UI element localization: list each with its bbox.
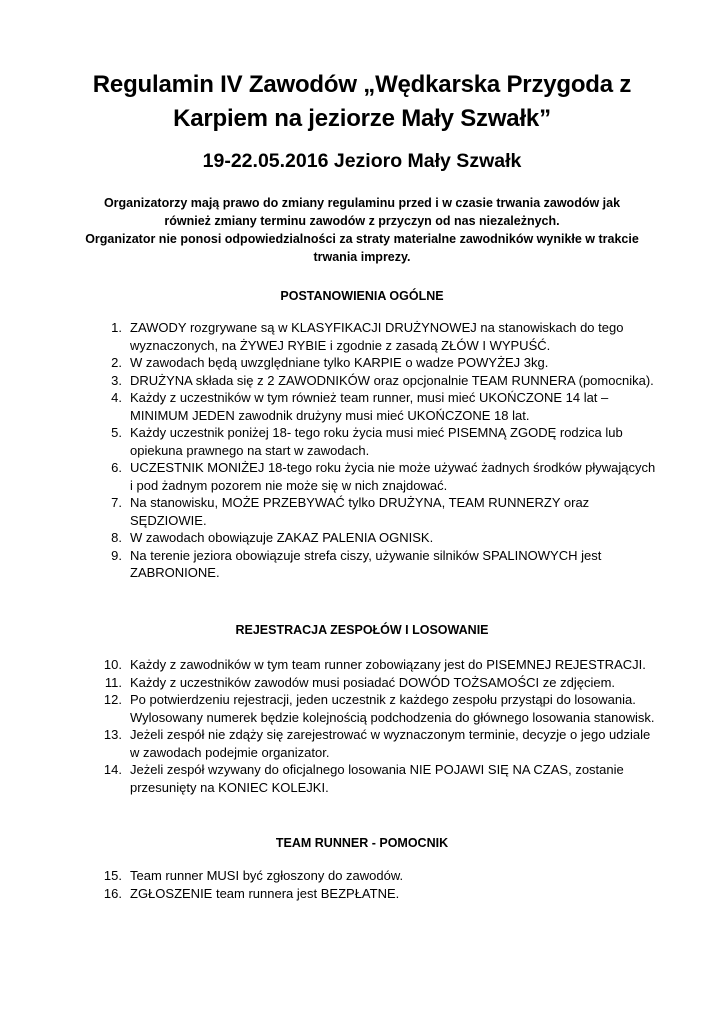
list-item xyxy=(0,319,660,354)
rule-text: Każdy z uczestników w tym również team runner, musi mieć UKOŃCZONE 14 lat – MINIMUM JEDEN zawodnik drużyny musi mieć UKOŃCZONE 18 lat. xyxy=(130,390,609,423)
rule-text: W zawodach obowiązuje ZAKAZ PALENIA OGNISK. xyxy=(130,530,434,545)
list-item xyxy=(0,656,660,674)
rule-number: 1. xyxy=(111,320,122,335)
rule-text: Jeżeli zespół wzywany do oficjalnego losowania NIE POJAWI SIĘ NA CZAS, zostanie przesunięty na KONIEC KOLEJKI. xyxy=(130,762,624,795)
list-item xyxy=(0,761,660,796)
list-item xyxy=(0,389,660,424)
rule-number: 4. xyxy=(111,390,122,405)
rule-number: 5. xyxy=(111,425,122,440)
rule-number: 2. xyxy=(111,355,122,370)
rules-list-team-runner xyxy=(0,867,660,902)
list-item xyxy=(0,494,660,529)
rule-number: 11. xyxy=(104,674,122,690)
list-item xyxy=(0,459,660,494)
rule-number: 9. xyxy=(111,547,122,563)
rule-number: 10. xyxy=(103,657,122,672)
list-item xyxy=(0,372,660,390)
title-line-1: Regulamin IV Zawodów „Wędkarska Przygoda z xyxy=(92,71,632,98)
rule-number: 8. xyxy=(111,530,122,545)
rule-text: DRUŻYNA składa się z 2 ZAWODNIKÓW oraz opcjonalnie TEAM RUNNERA (pomocnika). xyxy=(130,372,654,388)
rule-text: Jeżeli zespół nie zdąży się zarejestrować w wyznaczonym terminie, decyzje o jego udziale w zawodach podejmie organizator. xyxy=(130,727,651,760)
intro-notice xyxy=(80,194,644,266)
rule-number: 7. xyxy=(111,495,122,510)
intro-paragraph-changes: Organizatorzy mają prawo do zmiany regulaminu przed i w czasie trwania zawodów jak również zmiany terminu zawodów z przyczyn od nas niezależnych. xyxy=(103,196,621,228)
rule-number: 15. xyxy=(103,868,122,883)
rule-number: 6. xyxy=(111,460,122,475)
rule-text: Po potwierdzeniu rejestracji, jeden uczestnik z każdego zespołu przystąpi do losowania. Wylosowany numerek będzie kolejnością podchodzenia do głównego losowania stanowisk. xyxy=(130,692,655,725)
section-heading-team-runner: TEAM RUNNER - POMOCNIK xyxy=(275,836,449,850)
list-item xyxy=(0,354,660,372)
rule-text: ZAWODY rozgrywane są w KLASYFIKACJI DRUŻYNOWEJ na stanowiskach do tego wyznaczonych, na ŻYWEJ RYBIE i zgodnie z zasadą ZŁÓW I WYPUŚĆ. xyxy=(130,320,624,353)
rule-text: Na terenie jeziora obowiązuje strefa ciszy, używanie silników SPALINOWYCH jest ZABRONIONE. xyxy=(130,547,602,580)
section-heading-registration: REJESTRACJA ZESPOŁÓW I LOSOWANIE xyxy=(235,623,489,637)
intro-paragraph-liability: Organizator nie ponosi odpowiedzialności za straty materialne zawodników wynikłe w trakcie trwania imprezy. xyxy=(85,232,639,264)
rule-text: Każdy z uczestników zawodów musi posiadać DOWÓD TOŻSAMOŚCI ze zdjęciem. xyxy=(130,674,616,690)
list-item xyxy=(0,424,660,459)
rule-number: 13. xyxy=(103,727,122,742)
list-item xyxy=(0,691,660,726)
list-item xyxy=(0,674,660,692)
list-item xyxy=(0,885,660,903)
rule-text: Na stanowisku, MOŻE PRZEBYWAĆ tylko DRUŻYNA, TEAM RUNNERZY oraz SĘDZIOWIE. xyxy=(130,495,590,528)
list-item xyxy=(0,726,660,761)
list-item xyxy=(0,547,660,582)
document-title xyxy=(60,68,664,136)
section-heading-general: POSTANOWIENIA OGÓLNE xyxy=(280,289,444,303)
title-line-2: Karpiem na jeziorze Mały Szwałk” xyxy=(173,105,551,132)
rules-list-registration xyxy=(0,656,660,796)
list-item xyxy=(0,529,660,547)
rule-text: Każdy z zawodników w tym team runner zobowiązany jest do PISEMNEJ REJESTRACJI. xyxy=(130,657,646,672)
rules-list-general xyxy=(0,319,660,582)
rule-number: 14. xyxy=(103,762,122,777)
rule-number: 16. xyxy=(103,885,122,901)
rule-number: 12. xyxy=(103,692,122,707)
rule-number: 3. xyxy=(111,372,122,388)
document-subtitle: 19-22.05.2016 Jezioro Mały Szwałk xyxy=(202,150,522,172)
rule-text: Każdy uczestnik poniżej 18- tego roku życia musi mieć PISEMNĄ ZGODĘ rodzica lub opiekuna prawnego na start w zawodach. xyxy=(130,425,623,458)
rule-text: W zawodach będą uwzględniane tylko KARPIE o wadze POWYŻEJ 3kg. xyxy=(130,355,549,370)
rule-text: UCZESTNIK MONIŻEJ 18-tego roku życia nie może używać żadnych środków pływających i pod żadnym pozorem nie może się w nich znajdować. xyxy=(130,460,656,493)
rule-text: Team runner MUSI być zgłoszony do zawodów. xyxy=(130,868,404,883)
rule-text: ZGŁOSZENIE team runnera jest BEZPŁATNE. xyxy=(130,885,400,901)
list-item xyxy=(0,867,660,885)
